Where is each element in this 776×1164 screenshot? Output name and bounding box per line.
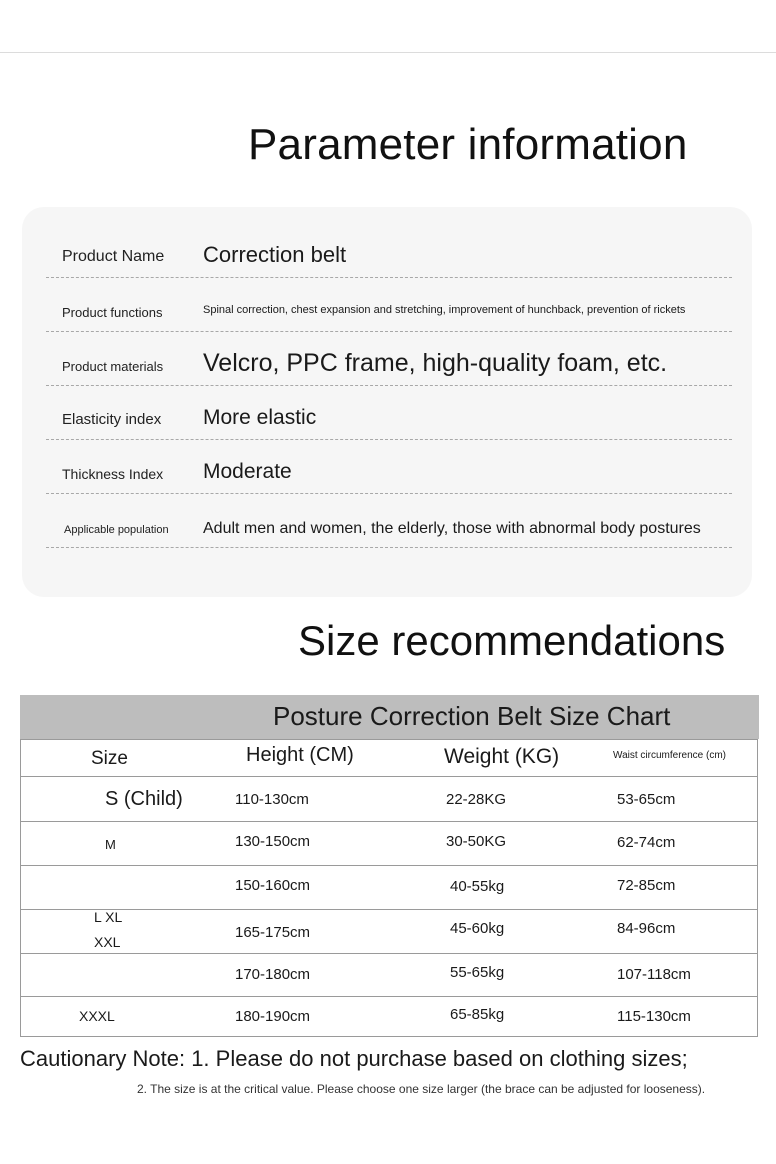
table-cell-weight: 65-85kg [450, 1006, 505, 1023]
table-cell-height: 110-130cm [235, 791, 309, 808]
table-row-divider [21, 909, 757, 910]
param-value: Adult men and women, the elderly, those with abnormal body postures [203, 520, 701, 537]
size-chart-header [20, 695, 759, 739]
size-title: Size recommendations [298, 617, 726, 664]
parameter-title: Parameter information [248, 120, 688, 169]
table-cell-weight: 55-65kg [450, 964, 505, 981]
table-row-divider [21, 953, 757, 954]
param-row-population [46, 494, 732, 548]
table-cell-weight: 30-50KG [446, 833, 507, 850]
table-cell-size: XXXL [79, 1008, 115, 1024]
param-value: Velcro, PPC frame, high-quality foam, etc. [203, 349, 668, 377]
param-label: Elasticity index [62, 411, 162, 428]
table-cell-waist: 84-96cm [617, 920, 676, 937]
table-cell-size-secondary: XXL [94, 934, 121, 950]
param-label: Product materials [62, 359, 164, 374]
table-cell-waist: 107-118cm [617, 966, 691, 983]
param-row-elasticity [46, 386, 732, 440]
table-cell-weight: 22-28KG [446, 791, 507, 808]
table-row-divider [21, 996, 757, 997]
param-value: More elastic [203, 406, 317, 429]
table-row-divider [21, 865, 757, 866]
param-row-materials [46, 332, 732, 386]
cautionary-note: Cautionary Note: 1. Please do not purchase based on clothing sizes; [20, 1046, 688, 1071]
table-cell-height: 170-180cm [235, 966, 311, 983]
param-value: Correction belt [203, 242, 347, 267]
header-height: Height (CM) [246, 744, 354, 766]
header-weight: Weight (KG) [444, 745, 560, 768]
table-cell-size: M [105, 837, 116, 852]
dashed-divider [46, 547, 732, 548]
table-cell-height: 150-160cm [235, 877, 311, 894]
cautionary-note-secondary: 2. The size is at the critical value. Please choose one size larger (the brace can be adjusted for looseness). [137, 1082, 706, 1096]
table-cell-weight: 45-60kg [450, 920, 505, 937]
param-label: Product Name [62, 248, 165, 265]
size-chart-title: Posture Correction Belt Size Chart [273, 701, 671, 731]
table-cell-waist: 115-130cm [617, 1008, 691, 1025]
table-cell-waist: 62-74cm [617, 834, 676, 851]
top-divider [0, 52, 776, 53]
table-row-divider [21, 821, 757, 822]
table-cell-size: L XL [94, 909, 123, 925]
table-cell-waist: 53-65cm [617, 791, 676, 808]
param-label: Applicable population [64, 524, 169, 536]
table-row-divider [21, 776, 757, 777]
param-label: Product functions [62, 305, 163, 320]
table-cell-height: 165-175cm [235, 924, 311, 941]
table-cell-height: 180-190cm [235, 1008, 311, 1025]
param-row-functions [46, 278, 732, 332]
param-value: Spinal correction, chest expansion and stretching, improvement of hunchback, prevention of rickets [203, 304, 686, 316]
table-cell-height: 130-150cm [235, 833, 311, 850]
param-label: Thickness Index [62, 466, 164, 482]
param-value: Moderate [203, 460, 292, 483]
param-row-name [46, 224, 732, 278]
table-cell-weight: 40-55kg [450, 878, 505, 895]
header-waist: Waist circumference (cm) [613, 750, 726, 761]
table-cell-size: S (Child) [105, 788, 183, 810]
header-size: Size [91, 748, 128, 769]
size-table [20, 739, 758, 1037]
param-row-thickness [46, 440, 732, 494]
table-cell-waist: 72-85cm [617, 877, 676, 894]
